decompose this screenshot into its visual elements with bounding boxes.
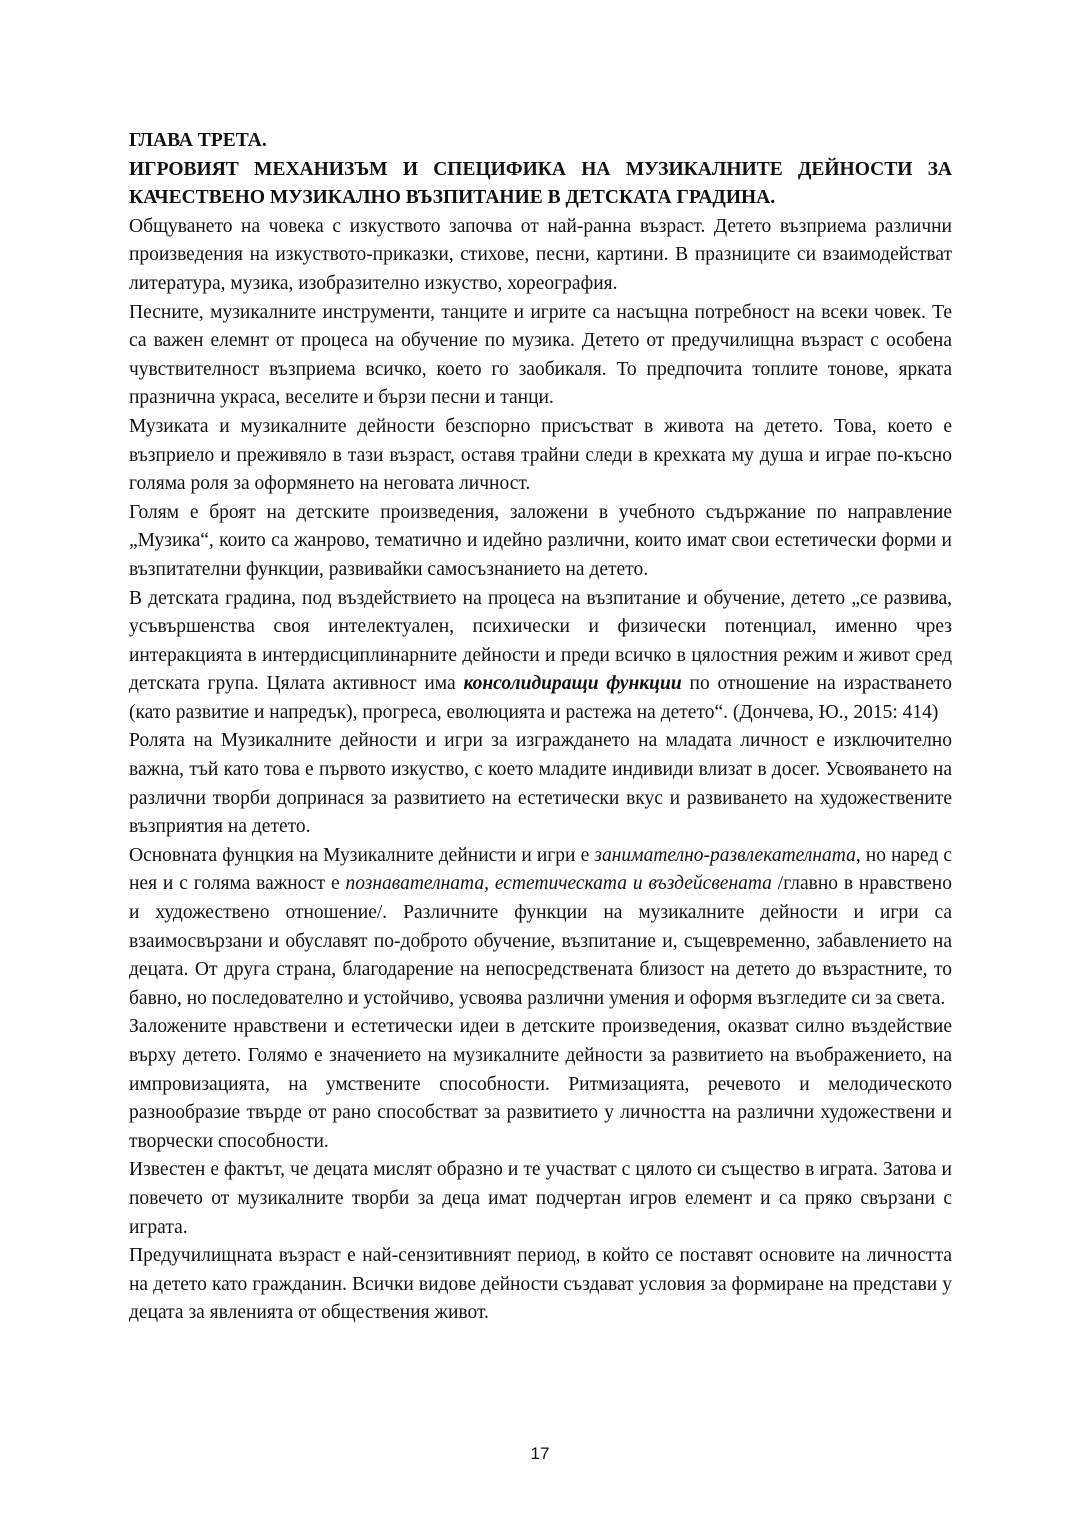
paragraph-8: Заложените нравствени и естетически идеи в детските произведения, оказват силно въздействие върху детето. Голямо е значението на музикалните дейности за развитието на въображението, на импровизацията, на умствените способности. Ритмизацията, речевото и мелодическото разнообразие твърде от рано способстват за развитието у личността на различни художествени и творчески способности. [129,1016,952,1152]
paragraph-9: Известен е фактът, че децата мислят образно и те участват с цялото си същество в играта. Затова и повечето от музикалните творби за деца имат подчертан игров елемент и са пряко свързани с играта. [129,1159,952,1238]
paragraph-2: Песните, музикалните инструменти, танците и игрите са насъщна потребност на всеки човек. Те са важен елемнт от процеса на обучение по музика. Детето от предучилищна възраст с особена чувствителност възприема всичко, което го заобикаля. То предпочита топлите тонове, ярката празнична украса, веселите и бързи песни и танци. [129,301,952,409]
paragraph-7-italic-1: занимателно-развлекателната [594,844,856,866]
paragraph-7 [129,842,952,1014]
paragraph-5 [129,585,952,728]
paragraph-10: Предучилищната възраст е най-сензитивният период, в който се поставят основите на личността на детето като гражданин. Всички видове дейности създават условия за формиране на представи у децата за явленията от обществения живот. [129,1245,952,1324]
paragraph-1: Общуването на човека с изкуството започва от най-ранна възраст. Детето възприема различни произведения на изкуството-приказки, стихове, песни, картини. В празниците си взаимодействат литература, музика, изобразително изкуство, хореография. [129,215,952,294]
paragraph-6: Ролята на Музикалните дейности и игри за изграждането на младата личност е изключително важна, тъй като това е първото изкуство, с което младите индивиди влизат в досег. Усвояването на различни творби допринася за развитието на естетически вкус и развиването на художествените възприятия на детето. [129,730,952,838]
paragraph-3: Музиката и музикалните дейности безспорно присъстват в живота на детето. Това, което е възприело и преживяло в тази възраст, оставя трайни следи в крехката му душа и играе по-късно голяма роля за оформянето на неговата личност. [129,415,952,495]
chapter-title: ИГРОВИЯТ МЕХАНИЗЪМ И СПЕЦИФИКА НА МУЗИКАЛНИТЕ ДЕЙНОСТИ ЗА КАЧЕСТВЕНО МУЗИКАЛНО ВЪЗПИТАНИЕ В ДЕТСКАТА ГРАДИНА. [129,158,952,209]
paragraph-5-emphasis: консолидиращи функции [463,673,682,695]
chapter-label: ГЛАВА ТРЕТА. [129,130,267,151]
paragraph-7-text-a: Основната фунцкия на Музикалните дейнисти и игри е [129,844,595,866]
paragraph-5-text-b: по отношение на израстването (като развитие и напредък), прогреса, еволюцията и растежа на детето“. (Дончева, Ю., 2015: 414) [129,673,952,723]
page-number: 17 [530,1444,550,1463]
paragraph-7-italic-2: познавателната, естетическата и въздейсвената [345,873,772,895]
paragraph-7-text-c: /главно в нравствено и художествено отношение/. Различните функции на музикалните дейности и игри са взаимосвързани и обуславят по-доброто обучение, възпитание и, същевременно, забавлението на децата. От друга страна, благодарение на непосредствената близост на детето до възрастните, то бавно, но последователно и устойчиво, усвоява различни умения и оформя възгледите си за света. [129,873,952,1009]
paragraph-5-text-a: В детската градина, под въздействието на процеса на възпитание и обучение, детето „се развива, усъвършенства своя интелектуален, психически и физически потенциал, именно чрез интеракцията в интердисциплинарните дейности и преди всичко в цялостния режим и живот сред детската група. Цялата активност има [129,587,952,695]
paragraph-7-text-b: , но наред с нея и с голяма важност е [129,844,952,895]
document-page [129,127,952,1328]
paragraph-4: Голям е броят на детските произведения, заложени в учебното съдържание по направление „Музика“, които са жанрово, тематично и идейно различни, които имат свои естетически форми и възпитателни функции, развивайки самосъзнанието на детето. [129,501,952,580]
